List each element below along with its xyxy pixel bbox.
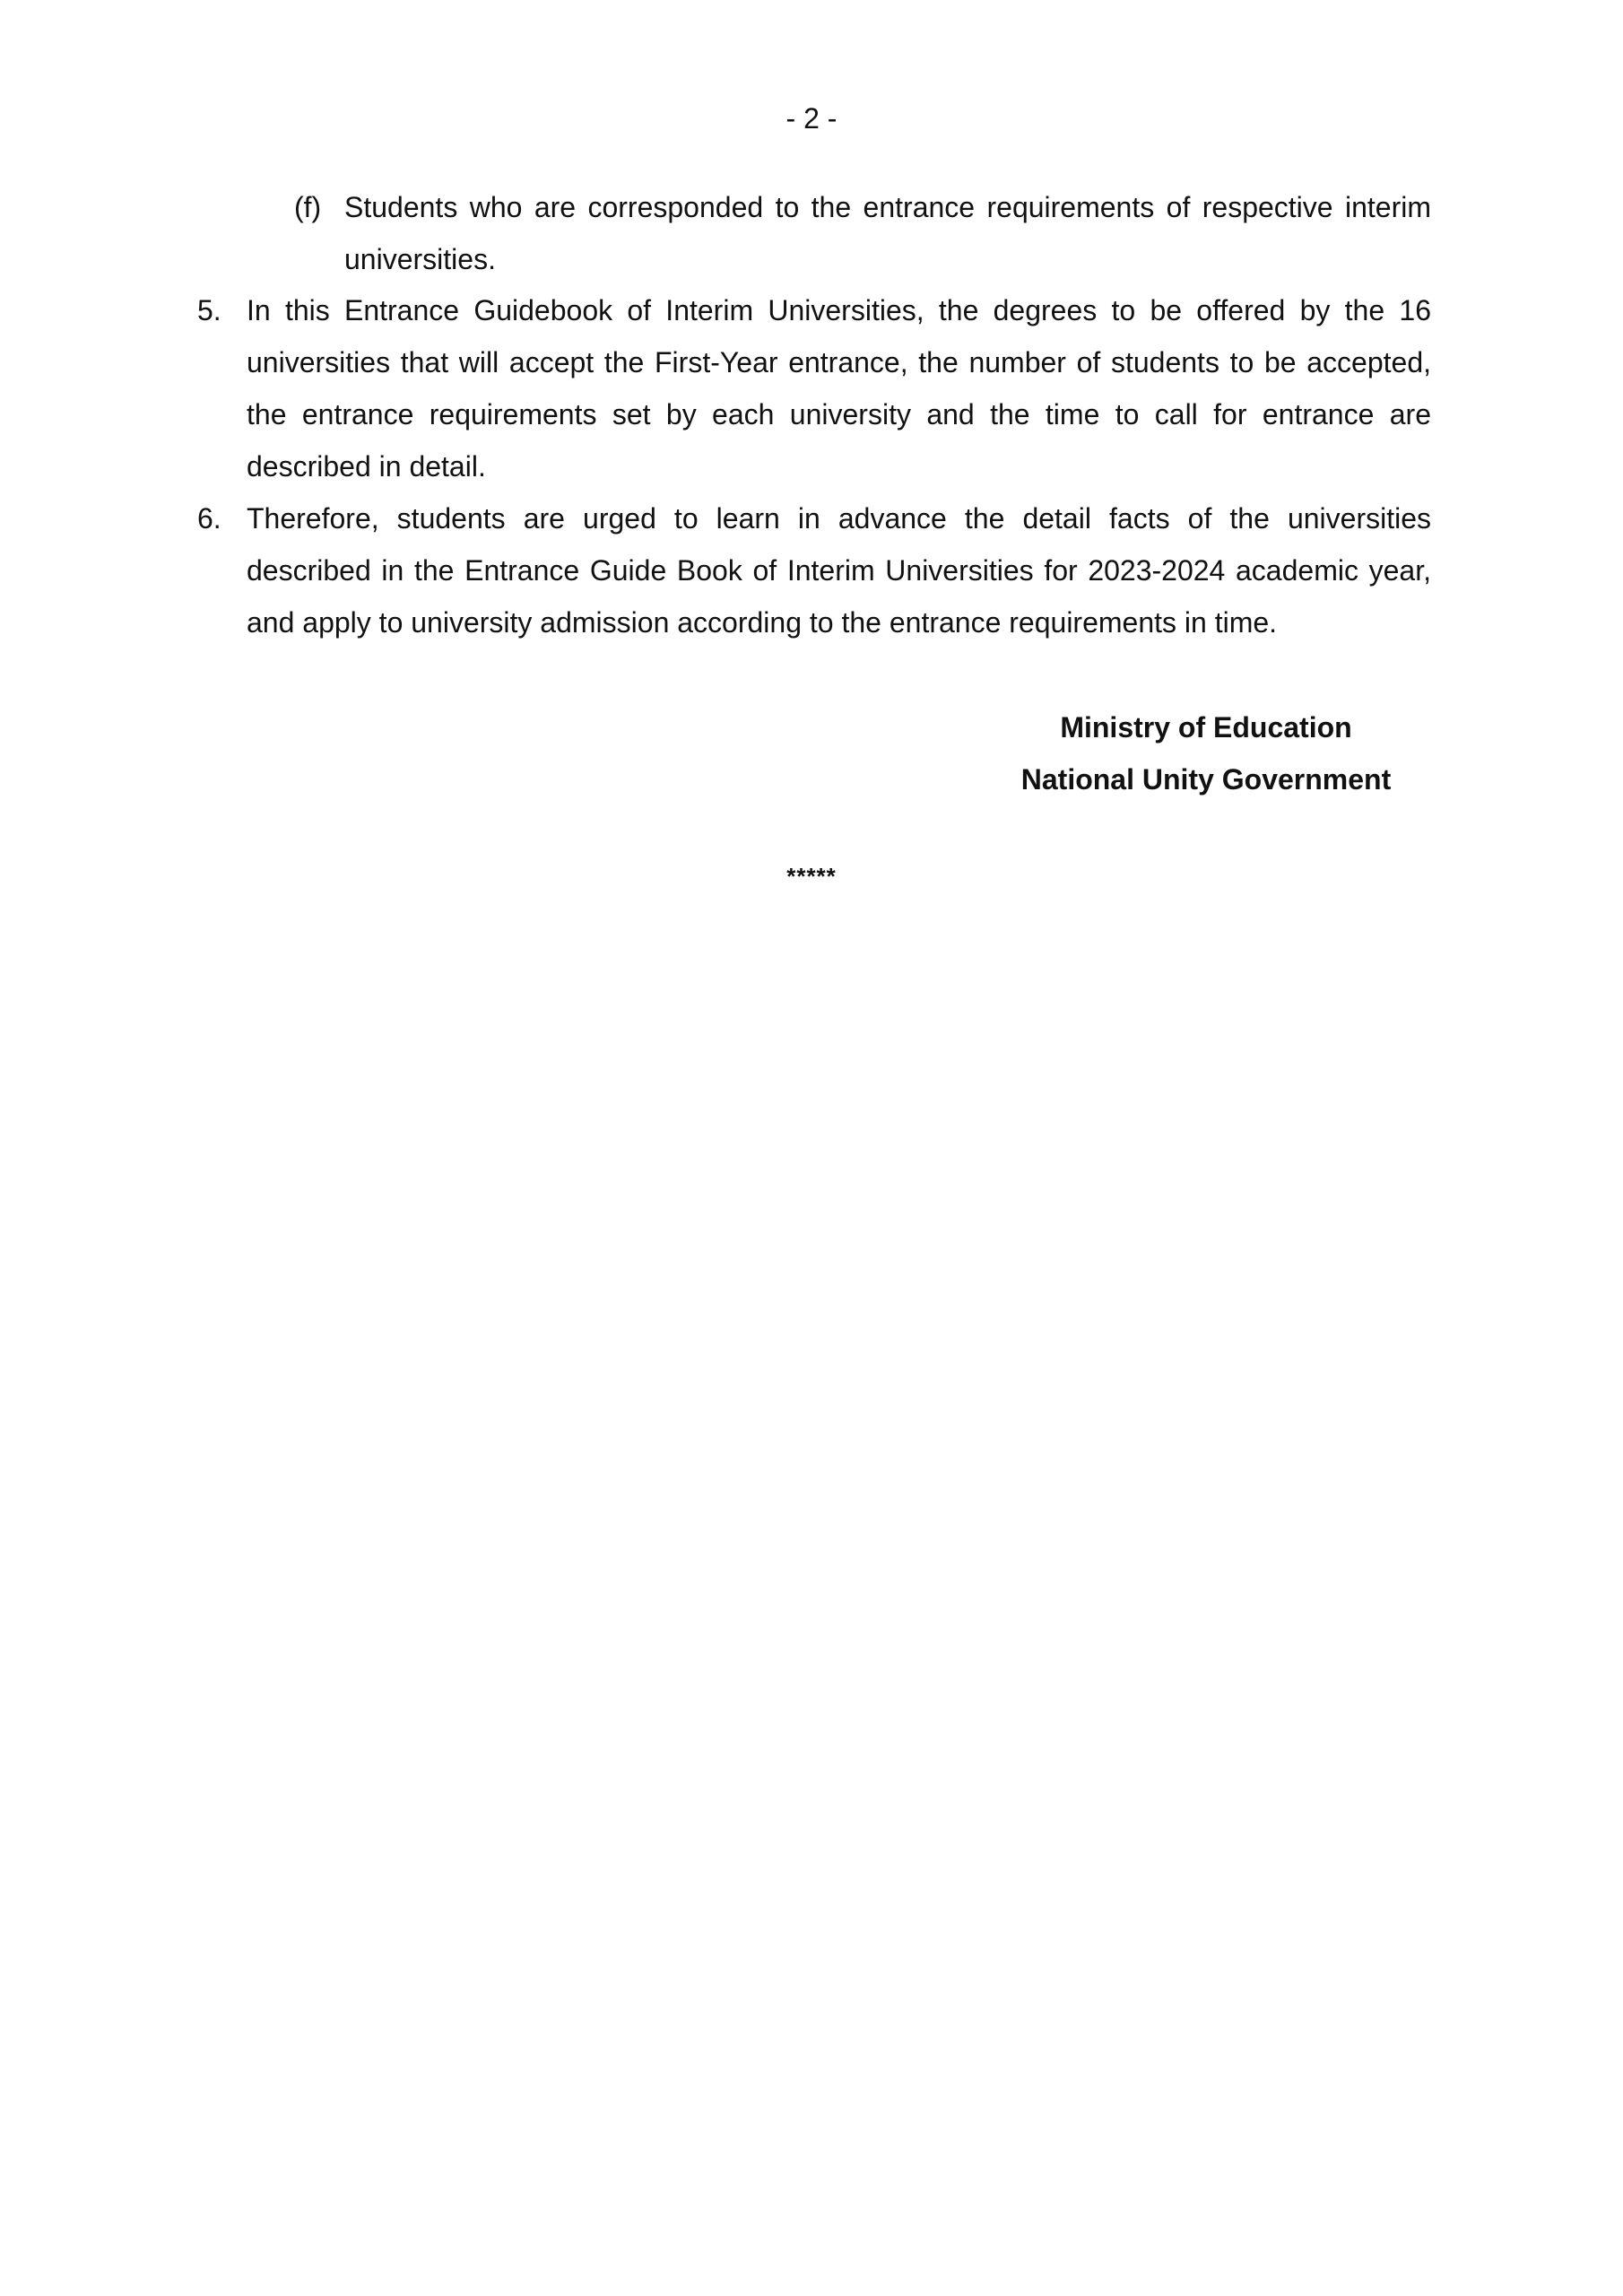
list-item-text: Therefore, students are urged to learn in advance the detail facts of the universities described in the Entrance Guide Book of Interim Universities for 2023-2024 academic year, and apply to university admission according to the entrance requirements in time. <box>247 502 1431 639</box>
list-item-text: Students who are corresponded to the entrance requirements of respective interim universities. <box>344 191 1431 275</box>
list-item-label: 6. <box>197 502 221 535</box>
list-item-f <box>294 181 1431 285</box>
list-item-6 <box>197 492 1431 648</box>
list-item-label: 5. <box>197 294 221 326</box>
end-mark: ***** <box>786 863 837 890</box>
signature-block <box>986 701 1426 805</box>
list-item-5 <box>197 284 1431 492</box>
signature-government: National Unity Government <box>1020 763 1392 796</box>
page-number: - 2 - <box>785 102 838 135</box>
signature-ministry: Ministry of Education <box>1060 711 1352 744</box>
list-item-label: (f) <box>294 191 322 223</box>
list-item-text: In this Entrance Guidebook of Interim Universities, the degrees to be offered by the 16 universities that will accept the First-Year entrance, the number of students to be accepted, the entrance requirements set by each university and the time to call for entrance are described in detail. <box>247 294 1431 483</box>
